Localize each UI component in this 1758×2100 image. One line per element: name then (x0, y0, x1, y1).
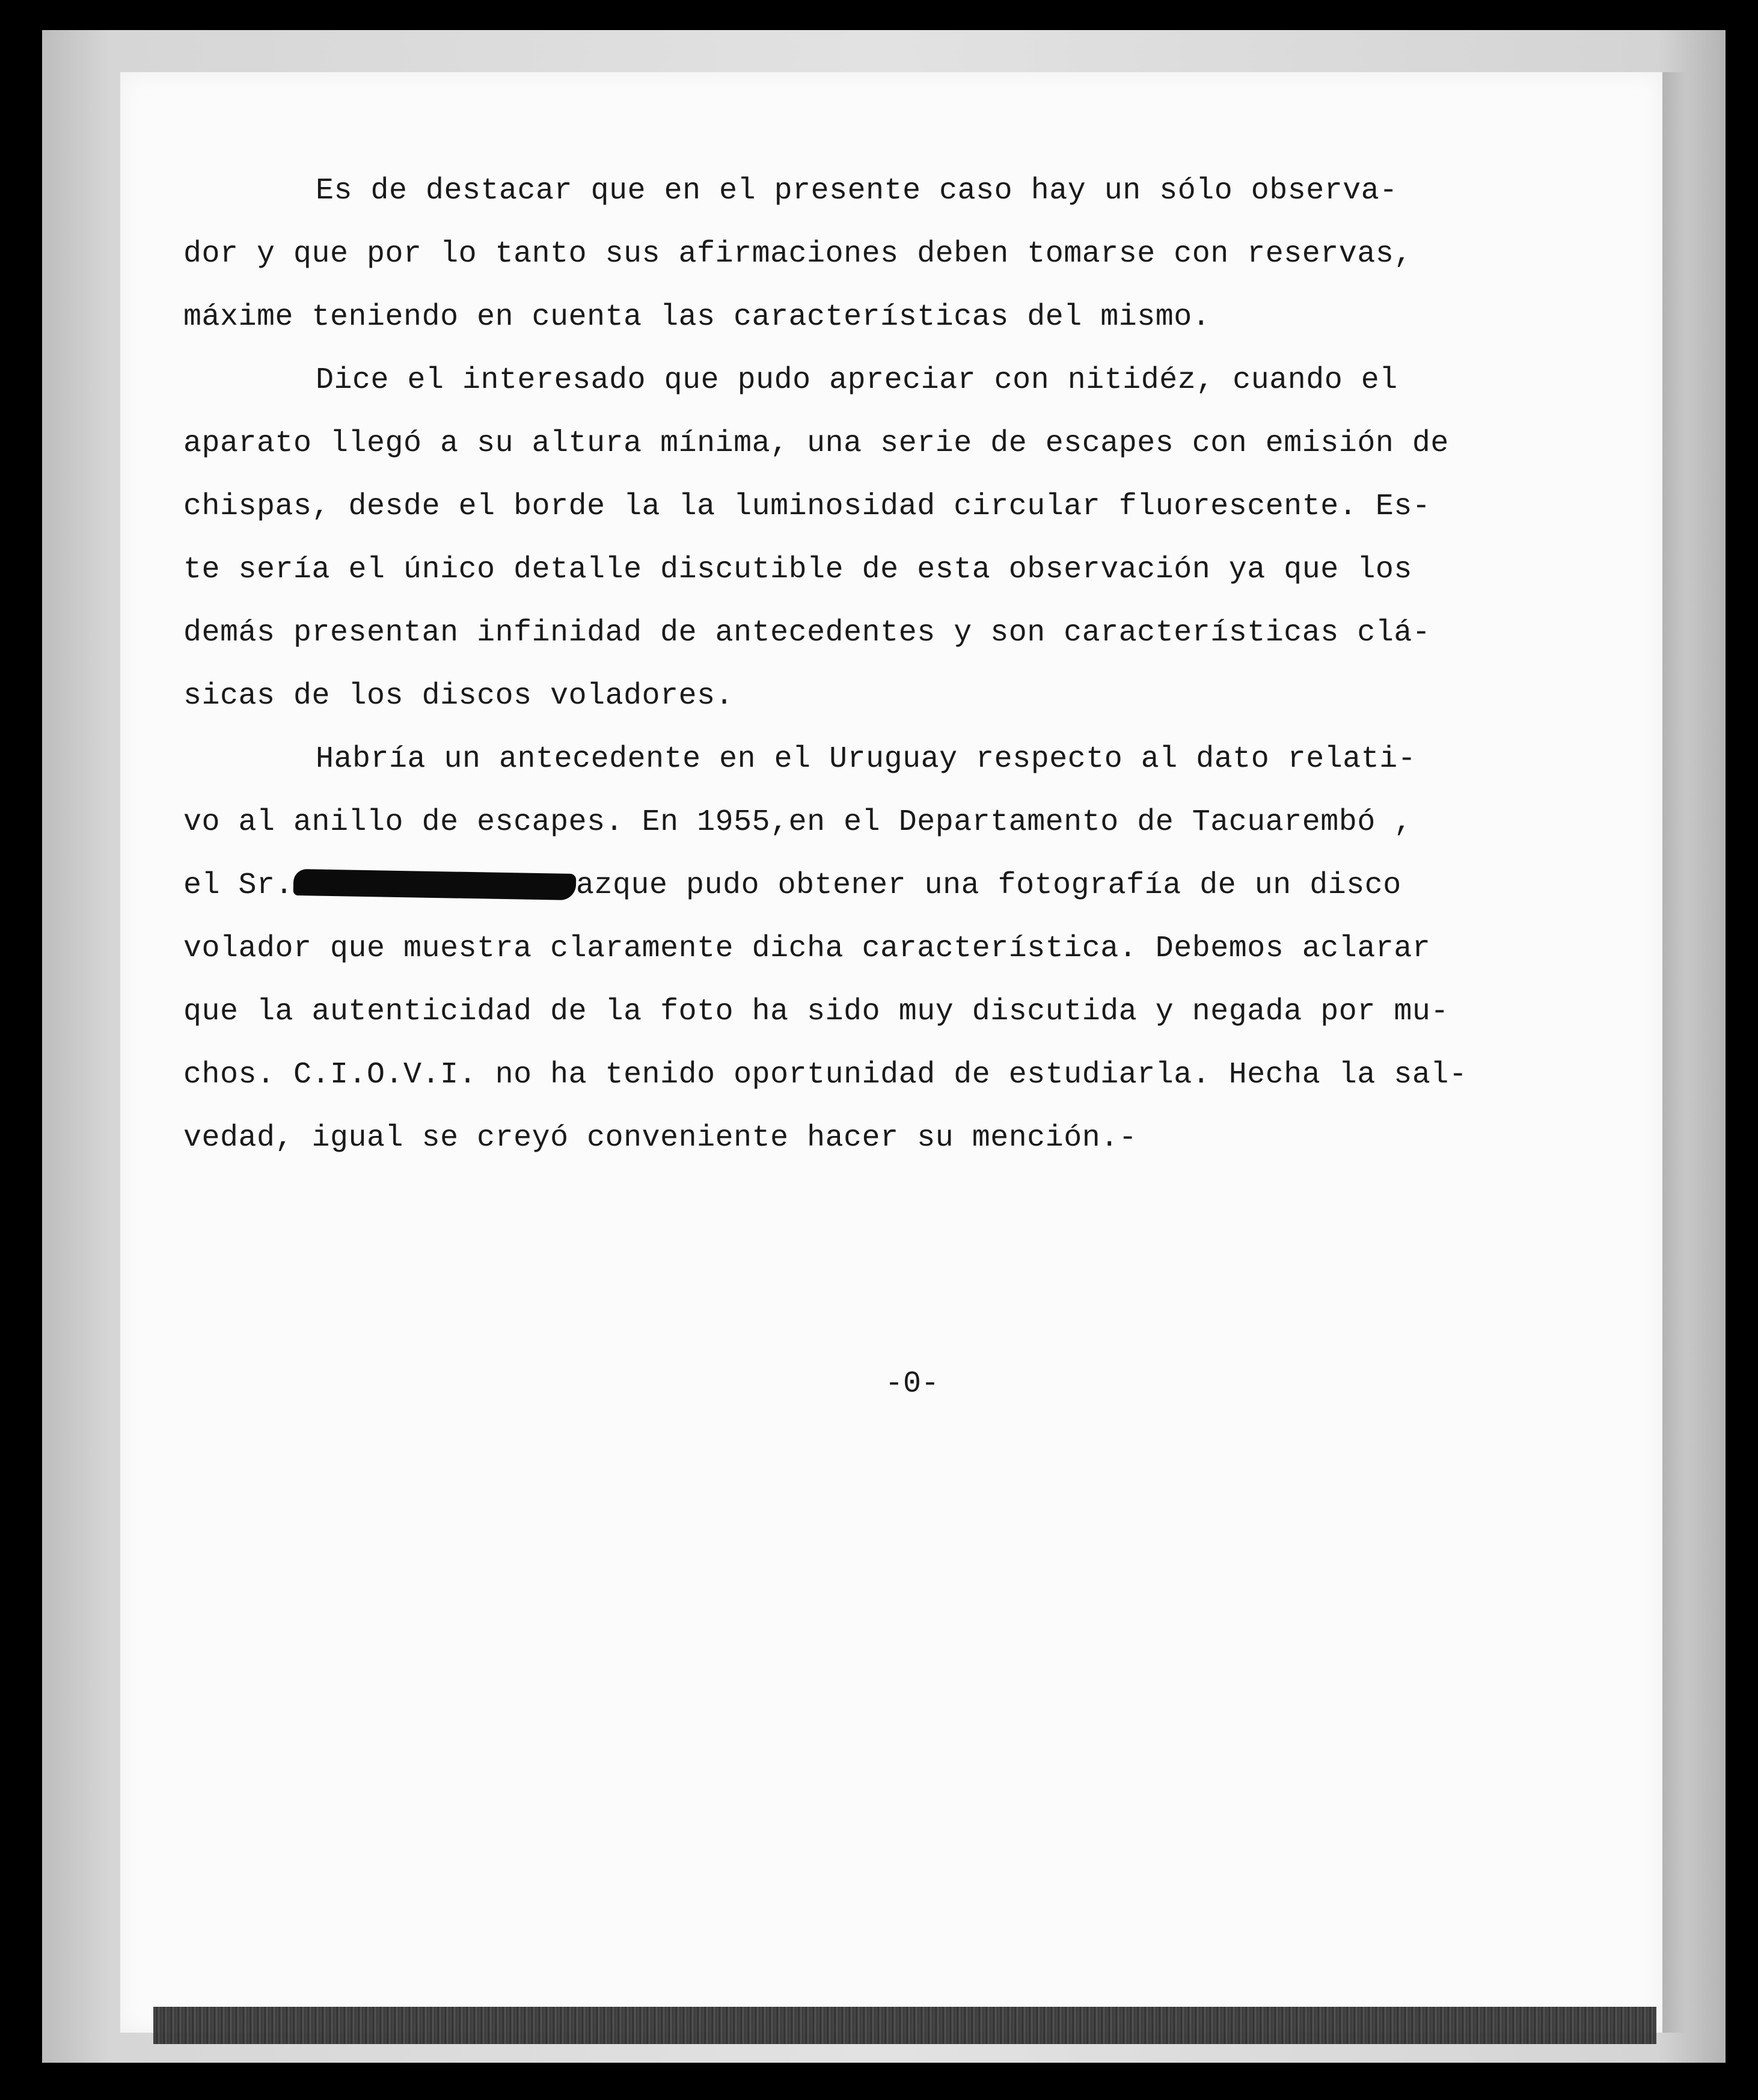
text-line: Habría un antecedente en el Uruguay respecto al dato relati- (316, 742, 1417, 776)
text-line: vo al anillo de escapes. En 1955,en el Departamento de Tacuarembó , (183, 805, 1412, 840)
text-line: que la autenticidad de la foto ha sido muy discutida y negada por mu- (183, 995, 1449, 1029)
text-line: chispas, desde el borde la la luminosidad circular fluorescente. Es- (183, 490, 1431, 524)
redacted-line-after: azque pudo obtener una fotografía de un disco (576, 868, 1401, 903)
redacted-line-before: el Sr. (183, 868, 294, 903)
paragraph-3 (183, 728, 1542, 1170)
text-line: Es de destacar que en el presente caso hay un sólo observa- (316, 174, 1398, 208)
text-line: vedad, igual se creyó conveniente hacer su mención.- (183, 1121, 1138, 1155)
text-line: aparato llegó a su altura mínima, una serie de escapes con emisión de (183, 426, 1449, 461)
paragraph-1 (183, 159, 1542, 349)
text-line: te sería el único detalle discutible de esta observación ya que los (183, 553, 1412, 587)
text-line: chos. C.I.O.V.I. no ha tenido oportunidad de estudiarla. Hecha la sal- (183, 1058, 1468, 1092)
text-line: máxime teniendo en cuenta las características del mismo. (183, 300, 1211, 334)
page-edge-shadow (1662, 72, 1686, 2033)
text-line: demás presentan infinidad de antecedentes y son características clá- (183, 616, 1431, 650)
end-mark: -0- (885, 1367, 940, 1401)
text-line: volador que muestra claramente dicha característica. Debemos aclarar (183, 932, 1431, 966)
paragraph-2 (183, 349, 1542, 728)
text-line: dor y que por lo tanto sus afirmaciones deben tomarse con reservas, (183, 237, 1412, 271)
scan-bottom-strip (153, 2007, 1656, 2044)
redaction-mark (293, 869, 577, 900)
redacted-text-line (183, 854, 1542, 917)
body-text (183, 159, 1542, 1170)
text-line: Dice el interesado que pudo apreciar con nitidéz, cuando el (316, 363, 1398, 398)
text-line: sicas de los discos voladores. (183, 679, 734, 713)
